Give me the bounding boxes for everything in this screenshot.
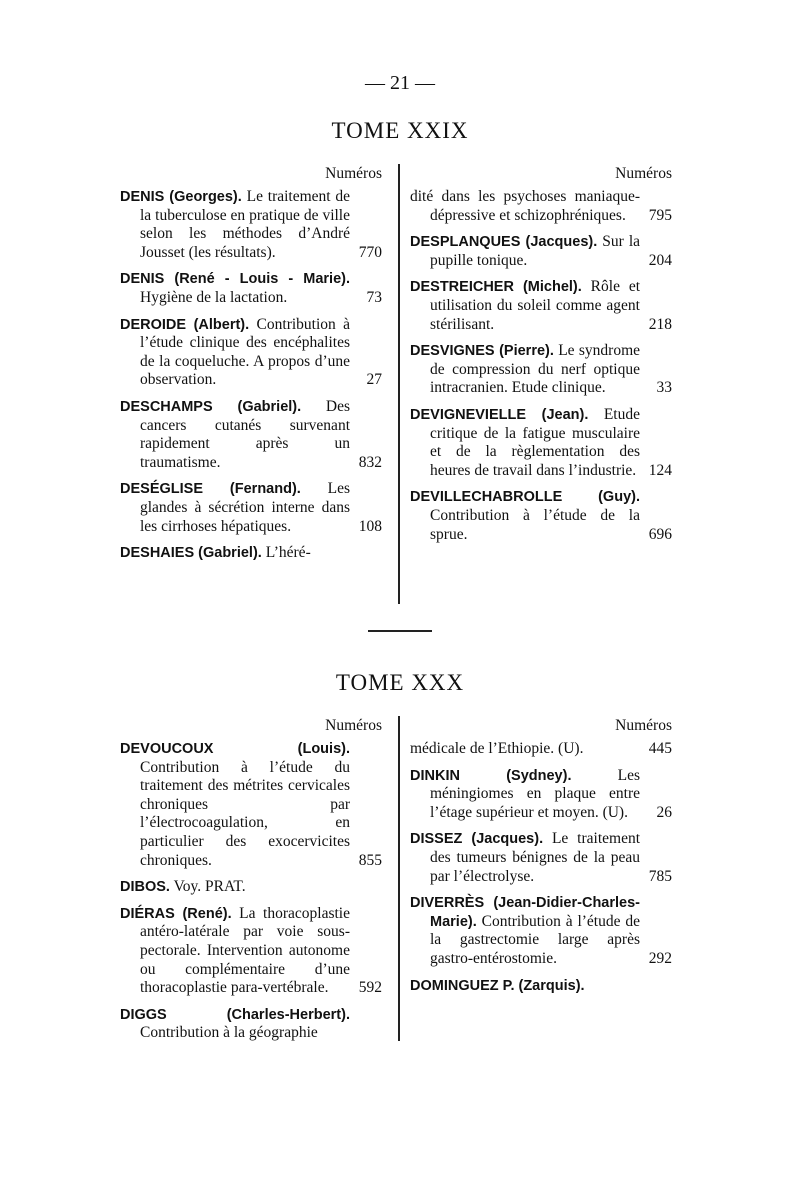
entry-text-block [410, 894, 672, 968]
page-number: — 21 — [365, 72, 435, 94]
index-entry [410, 233, 672, 270]
author-name: DESCHAMPS (Gabriel). [120, 398, 302, 415]
entry-text-block [120, 1006, 382, 1043]
author-name: DENIS (Georges). [120, 189, 242, 205]
author-name: DINKIN (Sydney). [410, 767, 572, 784]
entry-number: 832 [358, 453, 382, 471]
column-header: Numéros [325, 165, 382, 182]
entry-text-block [410, 740, 672, 759]
author-name: DEROIDE (Albert). [120, 316, 250, 333]
entry-number: 855 [358, 851, 382, 869]
entry-number: 696 [648, 525, 672, 543]
entry-text-block [410, 977, 672, 996]
index-entry [120, 905, 382, 998]
entry-text-block [410, 278, 672, 334]
index-entry [410, 767, 672, 823]
index-entry [120, 740, 382, 870]
column [120, 164, 382, 571]
index-entry [410, 488, 672, 544]
index-entry [410, 188, 672, 225]
tome-title: TOME XXX [335, 670, 465, 695]
index-entry [410, 342, 672, 398]
tome-title: TOME XXIX [331, 118, 469, 143]
index-entry [120, 878, 382, 897]
thesis-title: Le traitement de la tuberculose en pratique de ville selon les méthodes d’André Jousset (les résultats). [140, 188, 351, 261]
entries [410, 740, 672, 995]
thesis-title: Contribution à l’étude clinique des encéphalites de la coqueluche. A propos d’une observation. [140, 315, 351, 389]
entry-text-block [410, 406, 672, 480]
author-name: DIÉRAS (René). [120, 905, 232, 922]
index-entry [120, 480, 382, 536]
entry-number: 592 [358, 979, 382, 997]
author-name: DOMINGUEZ P. (Zarquis). [410, 977, 585, 994]
thesis-title: Rôle et utilisation du soleil comme agent stérilisant. [430, 278, 641, 333]
thesis-title: Les glandes à sécrétion interne dans les cirrhoses hépatiques. [140, 480, 350, 535]
index-entry [120, 188, 382, 262]
thesis-title: Contribution à l’étude de la gastrectomie large après gastro-entérostomie. [430, 912, 640, 967]
thesis-title: Contribution à l’étude du traitement des métrites cervicales chroniques par l’électrocoagulation, en particulier des exocervicites chroniques. [140, 758, 350, 869]
thesis-title: médicale de l’Ethiopie. (U). [410, 740, 584, 757]
column-divider [398, 164, 400, 604]
entry-text-block [120, 480, 382, 536]
thesis-title: Contribution à l’étude de la sprue. [430, 506, 640, 543]
author-name: DISSEZ (Jacques). [410, 831, 544, 848]
entry-number: 770 [358, 243, 382, 261]
section [120, 716, 680, 1046]
entry-text-block [120, 270, 382, 307]
entry-text-block [410, 342, 672, 398]
author-name: DIGGS (Charles-Herbert). [120, 1006, 350, 1023]
column-header: Numéros [615, 165, 672, 182]
index-entry [120, 316, 382, 390]
section [120, 164, 680, 614]
entries [410, 188, 672, 544]
entry-number: 73 [366, 288, 382, 306]
index-entry [120, 544, 382, 563]
entry-text-block [410, 233, 672, 270]
entry-text-block [120, 740, 382, 870]
column [410, 716, 672, 1003]
entries [120, 188, 382, 563]
entry-text-block [120, 398, 382, 472]
index-entry [120, 270, 382, 307]
separator [368, 630, 432, 632]
entry-text-block [120, 316, 382, 390]
author-name: DESHAIES (Gabriel). [120, 545, 262, 562]
thesis-title: Etude critique de la fatigue musculaire et de la règlementation des heures de travail dans l’industrie. [430, 405, 640, 479]
index-entry [120, 1006, 382, 1043]
author-name: DESVIGNES (Pierre). [410, 343, 554, 360]
author-name: DESÉGLISE (Fernand). [120, 481, 301, 498]
index-entry [120, 398, 382, 472]
column-divider [398, 716, 400, 1041]
author-name: DIBOS. [120, 879, 170, 896]
index-entry [410, 740, 672, 759]
thesis-title: Sur la pupille tonique. [430, 233, 641, 269]
entry-text-block [410, 830, 672, 886]
author-name: DEVIGNEVIELLE (Jean). [410, 406, 589, 423]
entry-text-block [120, 905, 382, 998]
author-name: DIVERRÈS (Jean-Didier-Charles-Marie). [410, 895, 640, 930]
entry-text-block [410, 188, 672, 225]
index-entry [410, 406, 672, 480]
entry-text-block [410, 488, 672, 544]
index-entry [410, 894, 672, 968]
index-entry [410, 977, 672, 996]
entry-number: 26 [656, 803, 672, 821]
entry-number: 124 [648, 461, 672, 479]
thesis-title: Contribution à la géographie [140, 1024, 318, 1042]
thesis-title: La thoracoplastie antéro-latérale par voie sous-pectorale. Intervention autonome ou complémentaire d’une thoracoplastie para-vertébrale. [140, 904, 350, 997]
column-header: Numéros [615, 717, 672, 734]
entry-number: 204 [648, 251, 672, 269]
entry-text-block [410, 767, 672, 823]
author-name: DENIS (René - Louis - Marie). [120, 271, 350, 288]
entries [120, 740, 382, 1043]
entry-number: 218 [648, 315, 672, 333]
entry-text-block [120, 188, 382, 262]
author-name: DEVILLECHABROLLE (Guy). [410, 489, 640, 506]
entry-number: 33 [656, 379, 672, 397]
author-name: DESPLANQUES (Jacques). [410, 234, 598, 251]
entry-text-block [120, 544, 382, 563]
thesis-title: L’héré- [265, 544, 311, 562]
entry-number: 27 [366, 371, 382, 389]
entry-number: 108 [358, 517, 382, 535]
entry-text-block [120, 878, 382, 897]
thesis-title: Des cancers cutanés survenant rapidement après un traumatisme. [140, 397, 350, 471]
entry-number: 292 [648, 949, 672, 967]
thesis-title: Les méningiomes en plaque entre l’étage supérieur et moyen. (U). [430, 766, 640, 821]
author-name: DEVOUCOUX (Louis). [120, 741, 350, 757]
index-entry [410, 830, 672, 886]
thesis-title: Le traitement des tumeurs bénignes de la peau par l’électrolyse. [430, 830, 641, 885]
thesis-title: Voy. PRAT. [173, 878, 246, 896]
column [410, 164, 672, 552]
entry-number: 795 [648, 206, 672, 224]
entry-number: 785 [648, 867, 672, 885]
entry-number: 445 [648, 740, 672, 757]
index-entry [410, 278, 672, 334]
thesis-title: dité dans les psychoses maniaque-dépressive et schizophréniques. [410, 188, 640, 224]
column-header: Numéros [325, 717, 382, 734]
thesis-title: Hygiène de la lactation. [140, 288, 288, 306]
thesis-title: Le syndrome de compression du nerf optique intracranien. Etude clinique. [430, 342, 641, 397]
column [120, 716, 382, 1051]
author-name: DESTREICHER (Michel). [410, 279, 582, 296]
